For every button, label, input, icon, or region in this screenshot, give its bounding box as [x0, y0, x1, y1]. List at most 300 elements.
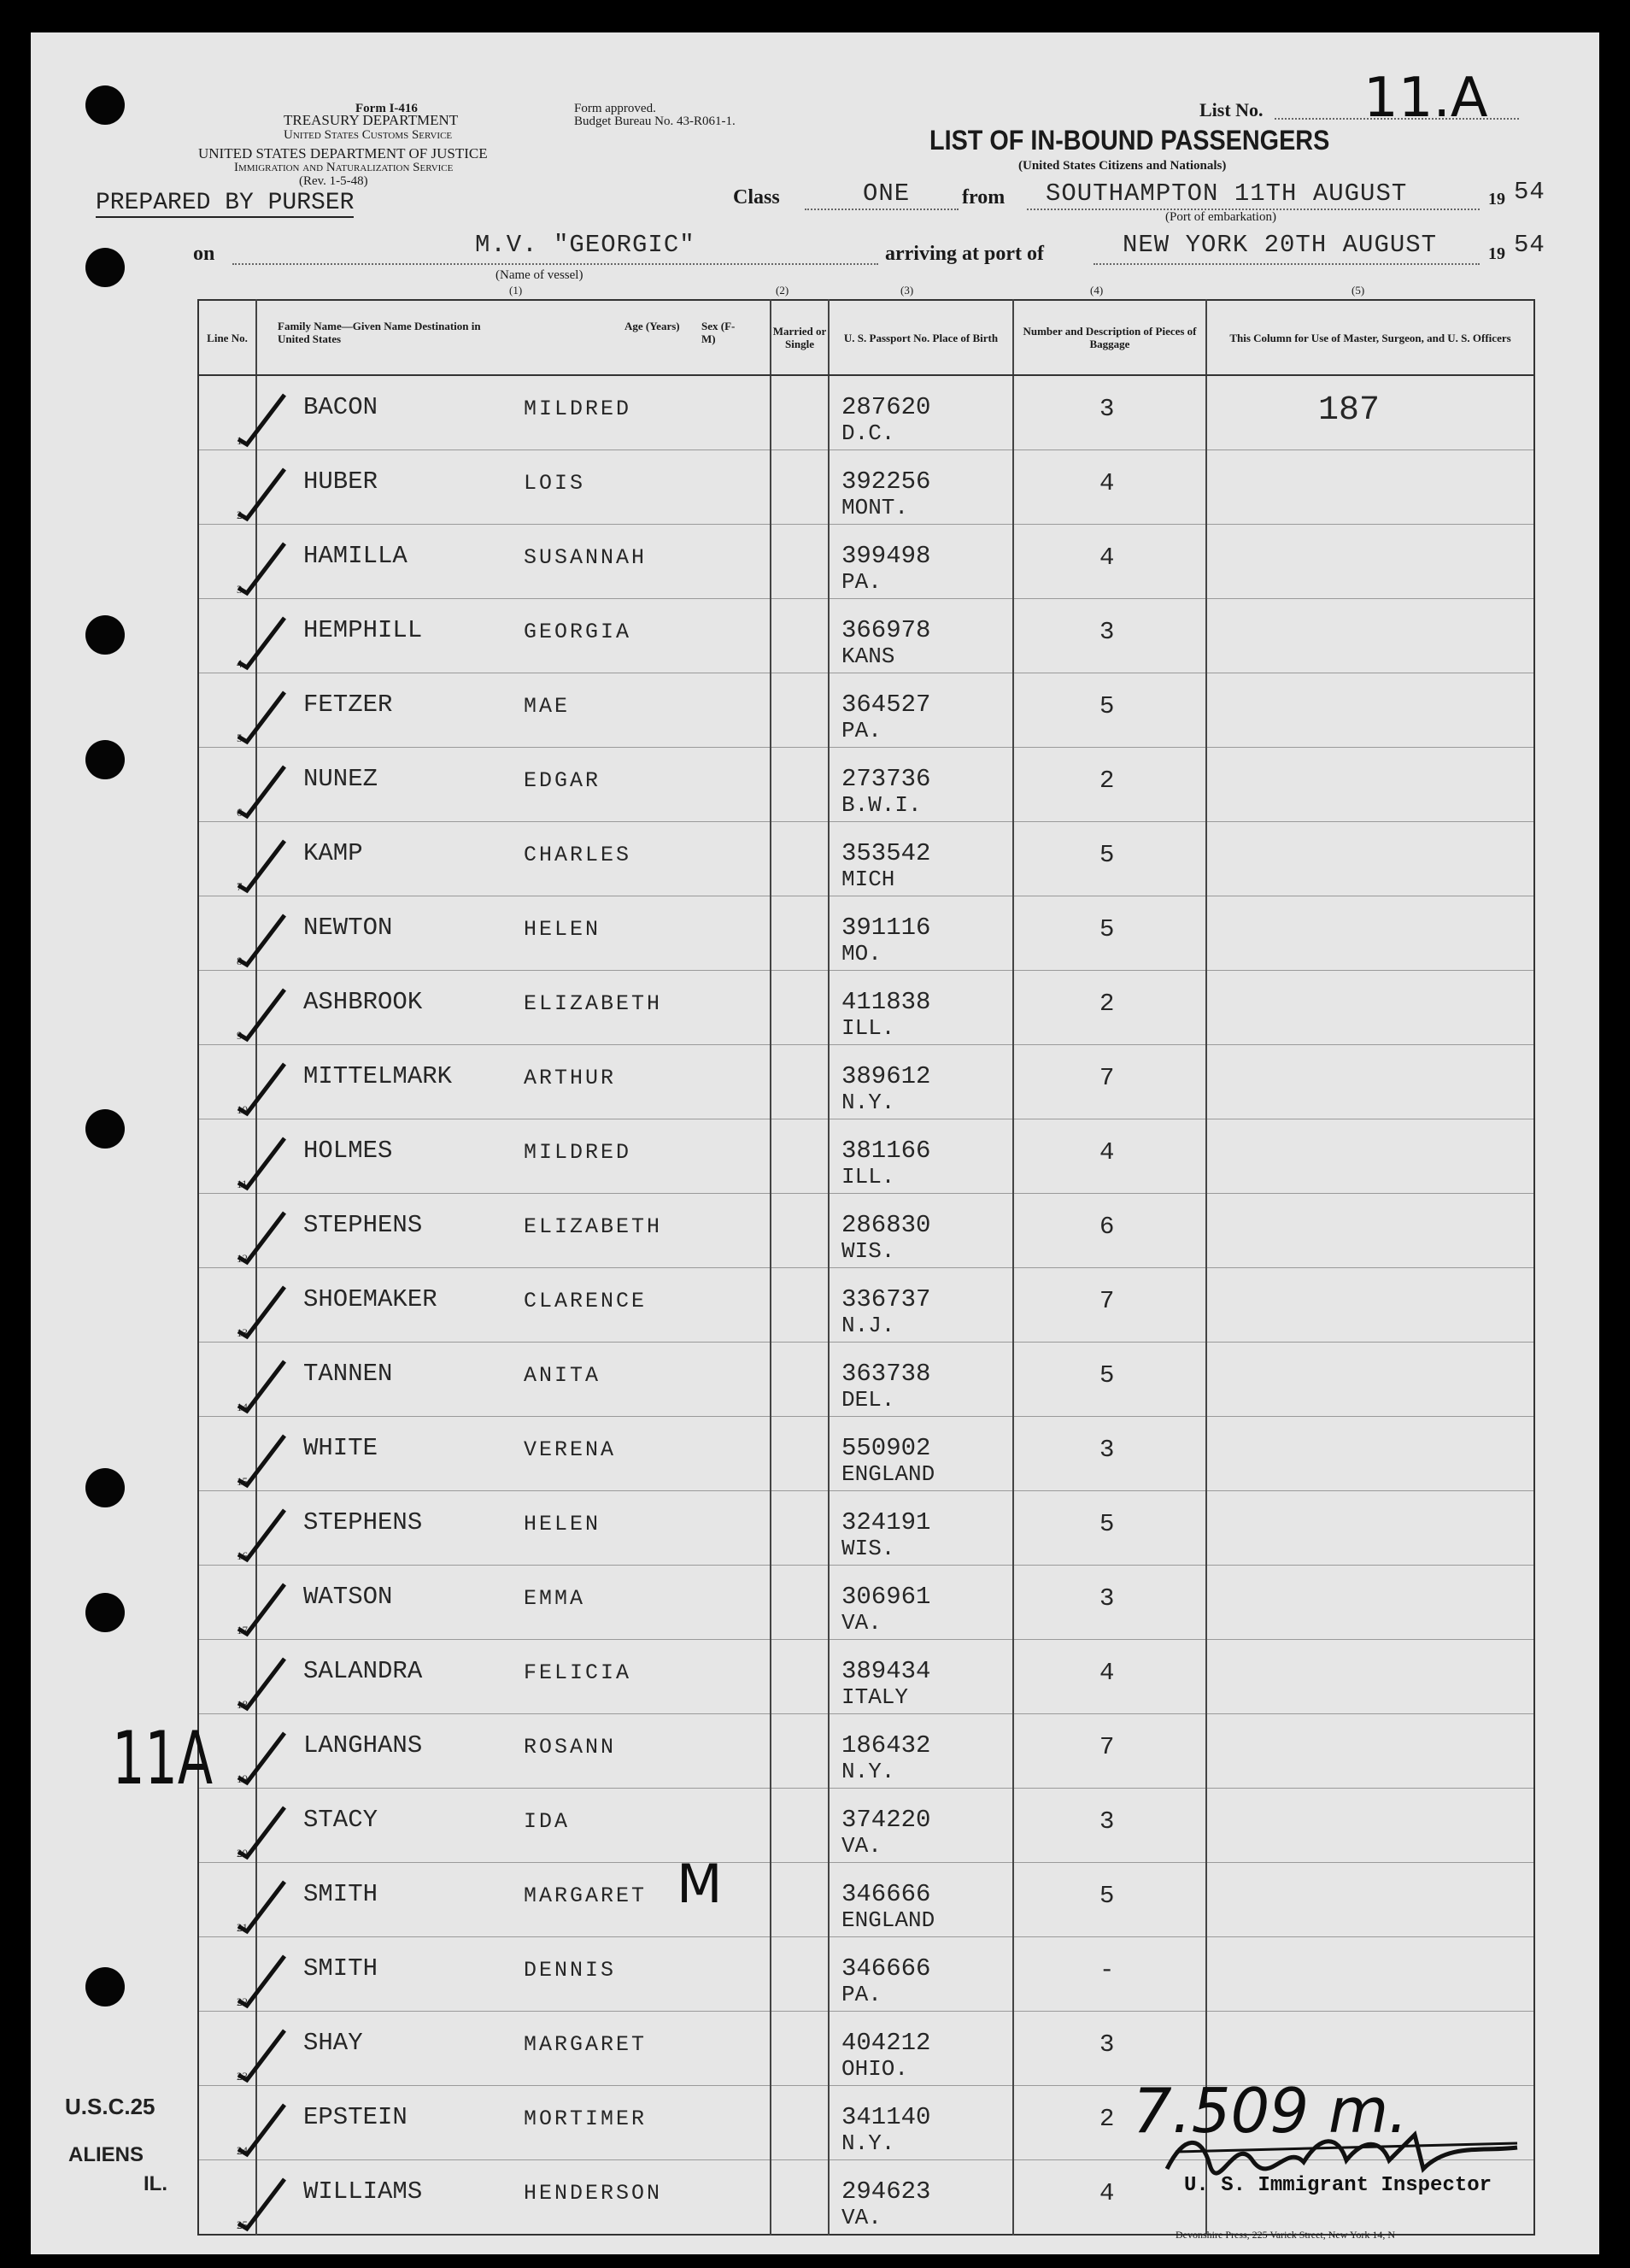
name-cell [256, 2012, 771, 2086]
baggage-cell [1013, 748, 1206, 822]
name-cell [256, 1268, 771, 1343]
line-number: 11 [237, 1178, 248, 1190]
name-cell [256, 375, 771, 450]
given-name: ARTHUR [524, 1066, 617, 1090]
baggage-count: 4 [1099, 1138, 1115, 1166]
passport-cell [829, 1640, 1013, 1714]
married-cell [771, 1194, 829, 1268]
passport-number: 399498 [841, 542, 931, 570]
col-header-line: Line No. [198, 300, 256, 375]
table-row [198, 1937, 1534, 2012]
family-name: ASHBROOK [303, 988, 423, 1016]
baggage-cell [1013, 673, 1206, 748]
stamp-code: U.S.C.25 [65, 2094, 155, 2119]
table-row [198, 599, 1534, 673]
place-of-birth: MONT. [841, 495, 909, 520]
place-of-birth: OHIO. [841, 2056, 909, 2082]
officers-cell [1206, 1343, 1534, 1417]
passport-number: 381166 [841, 1137, 931, 1165]
check-mark-icon [232, 1652, 291, 1712]
baggage-cell [1013, 1491, 1206, 1566]
officers-cell [1206, 1863, 1534, 1937]
passport-cell [829, 673, 1013, 748]
place-of-birth: PA. [841, 569, 882, 595]
passport-number: 411838 [841, 988, 931, 1016]
place-of-birth: WIS. [841, 1238, 895, 1264]
line-number: 1 [237, 434, 243, 447]
from-value: SOUTHAMPTON 11TH AUGUST [1046, 179, 1408, 208]
baggage-cell [1013, 599, 1206, 673]
table-row [198, 375, 1534, 450]
check-mark-icon [232, 760, 291, 820]
passport-cell [829, 1045, 1013, 1119]
place-of-birth: ILL. [841, 1164, 895, 1190]
line-number: 25 [237, 2218, 248, 2231]
officers-cell [1206, 1045, 1534, 1119]
baggage-count: 4 [1099, 1659, 1115, 1687]
place-of-birth: VA. [841, 2205, 882, 2230]
given-name: CLARENCE [524, 1289, 648, 1313]
married-cell [771, 1045, 829, 1119]
place-of-birth: N.Y. [841, 1759, 895, 1784]
justice-dept: UNITED STATES DEPARTMENT OF JUSTICE [198, 145, 488, 162]
officers-cell [1206, 599, 1534, 673]
form-approved: Form approved. [574, 102, 656, 115]
passport-cell [829, 1491, 1013, 1566]
passport-number: 404212 [841, 2029, 931, 2057]
table-row [198, 1566, 1534, 1640]
family-name: STEPHENS [303, 1211, 423, 1239]
family-name: LANGHANS [303, 1731, 423, 1760]
line-number: 20 [237, 1847, 248, 1860]
check-mark-icon [232, 1949, 291, 2009]
col-number-5: (5) [1351, 284, 1365, 297]
line-number: 12 [237, 1252, 248, 1265]
table-row [198, 822, 1534, 896]
line-number: 15 [237, 1475, 248, 1488]
passport-cell [829, 1566, 1013, 1640]
class-value: ONE [863, 179, 911, 208]
given-name: HELEN [524, 1512, 601, 1536]
line-number: 14 [237, 1401, 248, 1413]
baggage-cell [1013, 822, 1206, 896]
document-title: LIST OF IN-BOUND PASSENGERS [929, 125, 1330, 156]
name-cell [256, 748, 771, 822]
passport-cell [829, 896, 1013, 971]
line-number: 17 [237, 1624, 248, 1636]
baggage-count: 5 [1099, 841, 1115, 869]
officers-cell [1206, 1119, 1534, 1194]
baggage-count: 3 [1099, 395, 1115, 423]
baggage-cell [1013, 1268, 1206, 1343]
married-cell [771, 2012, 829, 2086]
married-cell [771, 822, 829, 896]
binder-hole [85, 615, 125, 655]
check-mark-icon [232, 1875, 291, 1935]
baggage-count: 4 [1099, 2179, 1115, 2207]
officers-cell [1206, 1640, 1534, 1714]
line-number: 16 [237, 1549, 248, 1562]
passport-number: 341140 [841, 2103, 931, 2131]
passport-number: 550902 [841, 1434, 931, 1462]
place-of-birth: ENGLAND [841, 1461, 935, 1487]
name-cell [256, 1566, 771, 1640]
check-mark-icon [232, 1057, 291, 1117]
place-of-birth: N.J. [841, 1313, 895, 1338]
place-of-birth: B.W.I. [841, 792, 922, 818]
given-name: ANITA [524, 1363, 601, 1388]
line-number: 23 [237, 2070, 248, 2083]
passport-cell [829, 2086, 1013, 2160]
officers-cell [1206, 1194, 1534, 1268]
family-name: HAMILLA [303, 542, 408, 570]
table-row [198, 971, 1534, 1045]
line-number: 5 [237, 732, 243, 744]
place-of-birth: ITALY [841, 1684, 909, 1710]
table-row [198, 1789, 1534, 1863]
family-name: WATSON [303, 1583, 393, 1611]
passport-number: 392256 [841, 467, 931, 496]
place-of-birth: ILL. [841, 1015, 895, 1041]
passenger-table [197, 299, 1535, 2236]
from-label: from [962, 186, 1006, 209]
baggage-count: 3 [1099, 618, 1115, 646]
check-mark-icon [232, 1429, 291, 1489]
list-no-value: 11.A [1363, 67, 1488, 130]
check-mark-icon [232, 1503, 291, 1563]
baggage-cell [1013, 1343, 1206, 1417]
place-of-birth: MICH [841, 867, 895, 892]
married-cell [771, 1343, 829, 1417]
given-name: LOIS [524, 471, 586, 496]
married-cell [771, 450, 829, 525]
officers-cell [1206, 525, 1534, 599]
passport-cell [829, 599, 1013, 673]
col-number-3: (3) [900, 284, 914, 297]
budget-bureau: Budget Bureau No. 43-R061-1. [574, 115, 736, 128]
arriving-label: arriving at port of [885, 243, 1044, 265]
line-number: 8 [237, 955, 243, 967]
table-row [198, 1194, 1534, 1268]
officers-cell [1206, 375, 1534, 450]
passport-number: 353542 [841, 839, 931, 867]
table-row [198, 1640, 1534, 1714]
line-number: 18 [237, 1698, 248, 1711]
passport-number: 366978 [841, 616, 931, 644]
baggage-count: 5 [1099, 1361, 1115, 1390]
table-row [198, 1714, 1534, 1789]
officers-cell [1206, 673, 1534, 748]
officers-cell [1206, 896, 1534, 971]
married-cell [771, 748, 829, 822]
table-row [198, 1119, 1534, 1194]
check-mark-icon [232, 1801, 291, 1860]
given-name: SUSANNAH [524, 545, 648, 570]
family-name: SMITH [303, 1954, 378, 1983]
given-name: EMMA [524, 1586, 586, 1611]
table-row [198, 748, 1534, 822]
baggage-count: 2 [1099, 2105, 1115, 2133]
baggage-count: - [1099, 1956, 1115, 1984]
married-cell [771, 1640, 829, 1714]
col-header-name: Family Name—Given Name Destination in United States Age (Years) Sex (F-M) [256, 300, 771, 375]
check-mark-icon [232, 1131, 291, 1191]
arrive-year-prefix: 19 [1488, 244, 1505, 263]
baggage-count: 5 [1099, 1510, 1115, 1538]
passport-number: 391116 [841, 914, 931, 942]
baggage-count: 7 [1099, 1287, 1115, 1315]
baggage-count: 6 [1099, 1213, 1115, 1241]
passport-number: 294623 [841, 2177, 931, 2206]
table-row [198, 1863, 1534, 1937]
passport-number: 186432 [841, 1731, 931, 1760]
binder-hole [85, 1593, 125, 1632]
family-name: EPSTEIN [303, 2103, 408, 2131]
passport-cell [829, 971, 1013, 1045]
name-cell [256, 450, 771, 525]
given-name: FELICIA [524, 1660, 632, 1685]
baggage-count: 3 [1099, 1807, 1115, 1836]
family-name: HEMPHILL [303, 616, 423, 644]
check-mark-icon [232, 983, 291, 1043]
married-mark: M [677, 1853, 723, 1915]
married-cell [771, 673, 829, 748]
married-cell [771, 1119, 829, 1194]
officers-cell [1206, 748, 1534, 822]
baggage-cell [1013, 1566, 1206, 1640]
binder-hole [85, 85, 125, 125]
passport-number: 306961 [841, 1583, 931, 1611]
binder-hole [85, 1109, 125, 1149]
married-cell [771, 1789, 829, 1863]
line-number: 7 [237, 880, 243, 893]
baggage-cell [1013, 450, 1206, 525]
given-name: GEORGIA [524, 620, 632, 644]
passport-cell [829, 1714, 1013, 1789]
check-mark-icon [232, 462, 291, 522]
check-mark-icon [232, 537, 291, 596]
given-name: IDA [524, 1809, 571, 1834]
family-name: MITTELMARK [303, 1062, 453, 1090]
place-of-birth: VA. [841, 1610, 882, 1636]
married-cell [771, 1863, 829, 1937]
family-name: NEWTON [303, 914, 393, 942]
passport-number: 374220 [841, 1806, 931, 1834]
family-name: HOLMES [303, 1137, 393, 1165]
baggage-count: 7 [1099, 1064, 1115, 1092]
name-cell [256, 1789, 771, 1863]
place-of-birth: N.Y. [841, 1090, 895, 1115]
given-name: ELIZABETH [524, 991, 663, 1016]
col-number-1: (1) [509, 284, 523, 297]
passport-cell [829, 375, 1013, 450]
passport-number: 364527 [841, 690, 931, 719]
passport-cell [829, 1194, 1013, 1268]
col-number-4: (4) [1090, 284, 1104, 297]
family-name: SHAY [303, 2029, 363, 2057]
check-mark-icon [232, 834, 291, 894]
officers-cell [1206, 1937, 1534, 2012]
place-of-birth: ENGLAND [841, 1907, 935, 1933]
list-no-label: List No. [1199, 99, 1264, 120]
given-name: MARGARET [524, 2032, 648, 2057]
check-mark-icon [232, 2172, 291, 2232]
married-cell [771, 525, 829, 599]
married-cell [771, 1714, 829, 1789]
check-mark-icon [232, 1726, 291, 1786]
document-subtitle: (United States Citizens and Nationals) [1018, 159, 1227, 173]
family-name: NUNEZ [303, 765, 378, 793]
name-cell [256, 1045, 771, 1119]
baggage-count: 3 [1099, 1584, 1115, 1613]
place-of-birth: D.C. [841, 420, 895, 446]
line-number: 22 [237, 1995, 248, 2008]
passport-cell [829, 1119, 1013, 1194]
given-name: MORTIMER [524, 2106, 648, 2131]
officers-cell [1206, 971, 1534, 1045]
officers-cell [1206, 1566, 1534, 1640]
check-mark-icon [232, 388, 291, 448]
baggage-cell [1013, 1640, 1206, 1714]
married-cell [771, 1268, 829, 1343]
vessel-caption: (Name of vessel) [495, 268, 583, 282]
margin-mark: 11A [112, 1716, 214, 1801]
officers-cell [1206, 1714, 1534, 1789]
family-name: BACON [303, 393, 378, 421]
passport-cell [829, 1343, 1013, 1417]
customs-service: United States Customs Service [284, 128, 453, 142]
passport-number: 389612 [841, 1062, 931, 1090]
check-mark-icon [232, 1206, 291, 1266]
passport-number: 346666 [841, 1880, 931, 1908]
passport-cell [829, 1789, 1013, 1863]
passport-number: 286830 [841, 1211, 931, 1239]
baggage-count: 4 [1099, 469, 1115, 497]
baggage-cell [1013, 1194, 1206, 1268]
check-mark-icon [232, 1280, 291, 1340]
given-name: MILDRED [524, 1140, 632, 1165]
family-name: TANNEN [303, 1360, 393, 1388]
line-number: 6 [237, 806, 243, 819]
name-cell [256, 2086, 771, 2160]
name-cell [256, 971, 771, 1045]
line-number: 21 [237, 1921, 248, 1934]
baggage-cell [1013, 1863, 1206, 1937]
on-label: on [193, 243, 215, 265]
inspector-label: U. S. Immigrant Inspector [1184, 2174, 1492, 2197]
binder-hole [85, 248, 125, 287]
class-label: Class [733, 186, 780, 209]
baggage-count: 2 [1099, 767, 1115, 795]
married-cell [771, 1937, 829, 2012]
line-number: 24 [237, 2144, 248, 2157]
binder-hole [85, 1468, 125, 1507]
line-number: 19 [237, 1772, 248, 1785]
check-mark-icon [232, 2098, 291, 2158]
from-caption: (Port of embarkation) [1165, 210, 1276, 224]
arrive-year: 54 [1514, 231, 1545, 259]
name-cell [256, 673, 771, 748]
name-cell [256, 822, 771, 896]
line-number: 4 [237, 657, 243, 670]
col-header-passport: U. S. Passport No. Place of Birth [829, 300, 1013, 375]
line-number: 2 [237, 508, 243, 521]
passport-number: 346666 [841, 1954, 931, 1983]
baggage-cell [1013, 1937, 1206, 2012]
prepared-by: PREPARED BY PURSER [96, 190, 355, 216]
family-name: SHOEMAKER [303, 1285, 437, 1313]
line-number: 13 [237, 1326, 248, 1339]
passport-cell [829, 2160, 1013, 2236]
name-cell [256, 1937, 771, 2012]
baggage-cell [1013, 1714, 1206, 1789]
married-cell [771, 2086, 829, 2160]
officers-cell [1206, 1491, 1534, 1566]
table-row [198, 450, 1534, 525]
baggage-count: 5 [1099, 1882, 1115, 1910]
passport-cell [829, 1268, 1013, 1343]
married-cell [771, 375, 829, 450]
family-name: SMITH [303, 1880, 378, 1908]
baggage-cell [1013, 896, 1206, 971]
baggage-cell [1013, 1045, 1206, 1119]
name-cell [256, 1714, 771, 1789]
table-row [198, 1491, 1534, 1566]
married-cell [771, 971, 829, 1045]
binder-hole [85, 740, 125, 779]
line-number: 9 [237, 1029, 243, 1042]
name-cell [256, 1491, 771, 1566]
document-page [31, 32, 1599, 2254]
given-name: VERENA [524, 1437, 617, 1462]
officers-cell [1206, 822, 1534, 896]
family-name: STEPHENS [303, 1508, 423, 1536]
family-name: WILLIAMS [303, 2177, 423, 2206]
given-name: MILDRED [524, 397, 632, 421]
married-cell [771, 896, 829, 971]
check-mark-icon [232, 1578, 291, 1637]
line-number: 10 [237, 1103, 248, 1116]
officer-note: 187 [1318, 391, 1381, 430]
col-header-officers: This Column for Use of Master, Surgeon, and U. S. Officers [1206, 300, 1534, 375]
check-mark-icon [232, 685, 291, 745]
officers-cell [1206, 1417, 1534, 1491]
passport-number: 273736 [841, 765, 931, 793]
baggage-count: 3 [1099, 1436, 1115, 1464]
officers-cell [1206, 450, 1534, 525]
passport-number: 389434 [841, 1657, 931, 1685]
table-row [198, 1045, 1534, 1119]
name-cell [256, 1119, 771, 1194]
form-number: Form I-416 [355, 102, 418, 115]
name-cell [256, 525, 771, 599]
married-cell [771, 1566, 829, 1640]
officers-cell [1206, 1789, 1534, 1863]
col-header-married: Married or Single [771, 300, 829, 375]
married-cell [771, 2160, 829, 2236]
table-row [198, 673, 1534, 748]
officers-cell [1206, 1268, 1534, 1343]
table-row [198, 1343, 1534, 1417]
arrival-value: NEW YORK 20TH AUGUST [1123, 231, 1438, 259]
passport-number: 324191 [841, 1508, 931, 1536]
baggage-cell [1013, 1417, 1206, 1491]
baggage-count: 5 [1099, 915, 1115, 943]
from-year-prefix: 19 [1488, 190, 1505, 209]
place-of-birth: N.Y. [841, 2130, 895, 2156]
given-name: CHARLES [524, 843, 632, 867]
place-of-birth: MO. [841, 941, 882, 967]
